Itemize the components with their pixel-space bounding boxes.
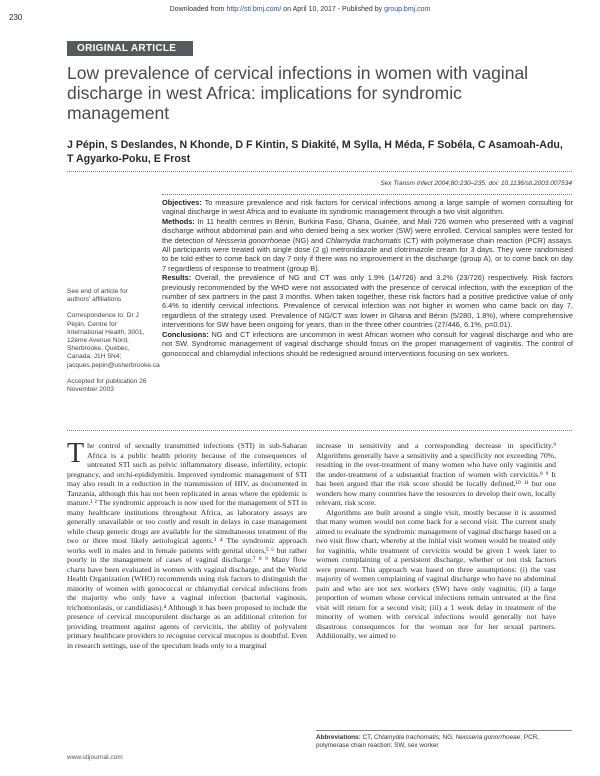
citation-line: Sex Transm Infect 2004;80:230–235. doi: 10.1136/sti.2003.007534 [380, 180, 572, 187]
results-label: Results: [162, 273, 192, 283]
abstract [162, 198, 573, 358]
methods-ct: Chlamydia trachomatis [325, 235, 402, 245]
abbrev-text: ; PCR, polymerase chain reaction; SW, sex worker [316, 734, 540, 749]
methods-ng: Neisseria gonorrhoeae [215, 235, 291, 245]
page-number: 230 [9, 13, 23, 22]
abbrev-text: CT, [362, 734, 373, 741]
abbrev-italic: Chlamydia trachomatis [373, 734, 439, 741]
conclusions-text: NG and CT infections are uncommon in west African women who consult for vaginal discharge and who are not SW. Syndromic management of vaginal discharge should focus on the proper management of vaginitis. The control of gonococcal and chlamydial infections should be redesigned around interventions focusing on sex workers. [162, 329, 573, 358]
abbreviations [316, 730, 572, 750]
publisher-link[interactable]: group.bmj.com [384, 6, 431, 13]
download-middle: on April 10, 2017 - Published by [283, 6, 383, 13]
divider [67, 171, 572, 172]
divider [162, 194, 572, 195]
journal-website[interactable]: www.stijournal.com [67, 754, 123, 761]
results-text: Overall, the prevalence of NG and CT was only 1.9% (14/726) and 3.2% (23/726) respectively. Risk factors previously recommended by the WHO were not associated with the presence of cervical infection, with the exception of the number of sex partners in the past 3 months. When taken together, these risk factors had a positive predictive value of only 6.4% to identify cervical infections. Prevalence of cervical infection was not higher in women who came back on day 7, regardless of the strategy used. Prevalence of NG/CT was lower in Ghana and Bénin (5/280, 1.8%), where comprehensive interventions for SW have been ongoing for years, than in the three other countries (27/446, 6.1%, p=0.01). [162, 273, 573, 330]
abbreviations-label: Abbreviations: [316, 734, 361, 741]
objectives-label: Objectives: [162, 198, 202, 207]
affiliations-note: See end of article for authors' affiliations [67, 288, 128, 304]
body-paragraph: Algorithms are built around a single visit, mostly because it is assumed that many women would not come back for a second visit. The current study aimed to evaluate the syndromic management of vaginal discharge based on a two visit flow chart, whereby at the initial visit women would be treated only for vaginitis, while treatment of cervicitis would be given 1 week later to women complaining of a persistent discharge, whether or not risk factors were present. This approach was based on three assumptions: (i) the vast majority of women complaining of vaginal discharge who have no abdominal pain and who are not sex workers (SW) have only vaginitis; (ii) a large proportion of women whose cervical infections remain untreated at the first visit will return for a second visit; (iii) a 1 week delay in treatment of the minority of women with cervical infections would generally not have disastrous consequences for the woman nor for her sexual partners. Additionally, we aimed to [316, 507, 556, 640]
objectives-text: To measure prevalence and risk factors for cervical infections among a large sample of women consulting for vaginal discharge in west Africa and to evaluate its syndromic management through a two visit algorithm. [162, 198, 573, 217]
download-link[interactable]: http://sti.bmj.com/ [226, 6, 282, 13]
abbrev-italic: Neisseria gonorrhoeae [455, 734, 521, 741]
download-prefix: Downloaded from [169, 6, 225, 13]
methods-label: Methods: [162, 216, 195, 226]
methods-text: In 11 health centres in Bénin, Burkina Faso, Ghana, Guinée, and Mali 726 women who presented with a vaginal discharge without abdominal pain and who denied being a sex worker (SW) were enrolled. Cervical samples were tested for the detection of [162, 216, 573, 245]
correspondence: Correspondence to: Dr J Pépin, Centre for International Health, 3001, 12ème Avenue Nord, Sherbrooke, Québec, Canada, J1H 5N4; jacques.pepin@usherbrooke.ca [67, 312, 160, 369]
author-list: J Pépin, S Deslandes, N Khonde, D F Kintin, S Diakité, M Sylla, H Méda, F Sobéla, C Asamoah-Adu, T Agyarko-Poku, E Frost [67, 139, 563, 165]
divider [67, 430, 572, 431]
body-column-left [67, 438, 307, 650]
body-paragraph [67, 438, 307, 650]
article-title: Low prevalence of cervical infections in women with vaginal discharge in west Africa: implications for syndromic management [67, 63, 529, 123]
conclusions-label: Conclusions: [162, 329, 209, 339]
body-column-right [316, 441, 556, 641]
methods-text: (CT) with polymerase chain reaction (PCR) assays. All participants were treated with single dose (2 g) metronidazole and clotrimazole cream for 3 days. They were randomised to be told either to come back on day 7 only if there was no improvement in the discharge (group A), or to come back on day 7 regardless of response to treatment (group B). [162, 235, 573, 273]
sidebar-notes [67, 288, 160, 402]
section-label: ORIGINAL ARTICLE [67, 41, 193, 56]
drop-cap: T [67, 438, 85, 469]
abbrev-text: ; NG, [438, 734, 454, 741]
download-notice [0, 6, 600, 13]
body-text: he control of sexually transmitted infections (STI) in sub-Saharan Africa is a public health priority because of the consequences of untreated STI such as pelvic inflammatory disease, infertility, ectopic pregnancy, and orchi-epididymitis. Improved syndromic management of STI may also result in a reduction in the transmission of HIV, as documented in Tanzania, although this has not been replicated in areas where the epidemic is mature.¹ ² The syndromic approach is now used for the management of STI in many healthcare institutions throughout Africa, as laboratory assays are generally unavailable or too costly and result in delays in case management while cheap generic drugs are available for the simultaneous treatment of the two or three most likely aetiological agents.³ ⁴ The syndromic approach works well in males and in female patients with genital ulcers,⁵ ⁶ but rather poorly in the management of cases of vaginal discharge.⁷ ⁸ ⁹ Many flow charts have been evaluated in women with vaginal discharge, and the World Health Organization (WHO) recommends using risk factors to distinguish the minority of women with gonococcal or chlamydial cervical infections from the majority who only have a vaginal infection (bacterial vaginosis, trichomoniasis, or candidiasis).⁴ Although it has been proposed to include the presence of cervical mucopurulent discharge as an additional criterion for providing treatment against agents of cervicitis, the ability of polyvalent primary healthcare providers to recognise cervical mucopus is doubtful. Even in research settings, use of the speculum leads only to a marginal [67, 441, 307, 650]
body-paragraph: increase in sensitivity and a corresponding decrease in specificity.⁹ Algorithms generally have a sensitivity and a specificity not exceeding 70%, resulting in the over-treatment of many women who have only vaginitis and the under-treatment of a substantial fraction of women with cervicitis.⁸ ⁹ It has been argued that the risk score should be locally defined,¹⁰ ¹¹ but one wonders how many countries have the resources to develop their own, locally relevant, risk score. [316, 441, 556, 507]
accepted-date: Accepted for publication 26 November 2003 [67, 377, 147, 394]
methods-text: (NG) and [292, 235, 324, 245]
